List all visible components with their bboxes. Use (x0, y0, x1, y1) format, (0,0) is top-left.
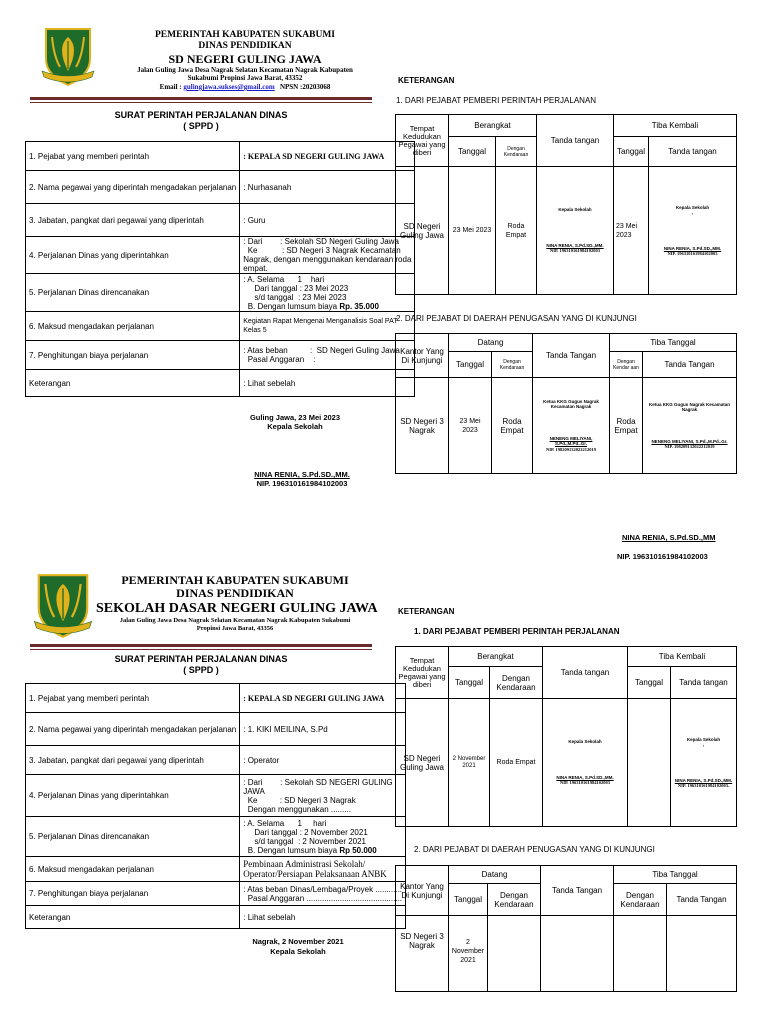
form-value: : Lihat sebelah (240, 906, 406, 929)
col-tanda-tangan: Tanda Tangan (533, 334, 610, 378)
cell-tanggal: 23 Mei 2023 (449, 167, 496, 295)
col-tanggal: Tanggal (449, 667, 490, 699)
form-label: 7. Penghitungan biaya perjalanan (26, 341, 240, 370)
header-rule (30, 97, 372, 100)
cell-tanggal-2 (628, 699, 671, 827)
cell-tanggal-2: 23 Mei 2023 (614, 167, 649, 295)
cell-signature (541, 916, 614, 992)
header-address: Jalan Guling Jawa Desa Nagrak Selatan Kecamatan Nagrak Kabupaten (137, 66, 353, 74)
header-department: DINAS PENDIDIKAN (176, 586, 294, 600)
cell-kendaraan-2: Roda Empat (610, 378, 643, 474)
form-label: 1. Pejabat yang memberi perintah (26, 142, 240, 171)
col-tempat: Tempat Kedudukan Pegawai yang diberi (396, 647, 449, 699)
header-rule-thin (30, 102, 372, 103)
form-label: 6. Maksud mengadakan perjalanan (26, 312, 240, 341)
regency-logo (32, 573, 94, 639)
cell-tempat: SD Negeri Guling Jawa (396, 699, 449, 827)
footer-signer-name: NINA RENIA, S.Pd.SD.,MM (622, 533, 716, 542)
col-tanda-tangan-2: Tanda tangan (671, 667, 737, 699)
cell-tanggal: 23 Mei 2023 (449, 378, 492, 474)
col-berangkat: Berangkat (449, 647, 543, 667)
regency-logo (40, 27, 96, 87)
header-address-2: Sukabumi Propinsi Jawa Barat, 43352 (187, 74, 303, 82)
header-school: SD NEGERI GULING JAWA (168, 52, 322, 66)
form-value: : KEPALA SD NEGERI GULING JAWA (240, 142, 415, 171)
col-datang: Datang (449, 334, 533, 352)
signer-title: Kepala Sekolah (267, 422, 323, 431)
departure-table (395, 114, 737, 295)
form-label: 4. Perjalanan Dinas yang diperintahkan (26, 237, 240, 274)
form-label: 4. Perjalanan Dinas yang diperintahkan (26, 775, 240, 817)
signer-name: NINA RENIA, S.Pd.SD.,MM. (254, 470, 350, 479)
header-government: PEMERINTAH KABUPATEN SUKABUMI (155, 30, 335, 40)
form-value: : Dari : Sekolah SD NEGERI GULING JAWA Ke : SD Negeri 3 Nagrak Dengan menggunakan ......... (240, 775, 406, 817)
col-tanggal: Tanggal (449, 884, 488, 916)
col-tanda-tangan-2: Tanda tangan (649, 137, 737, 167)
visit-table (395, 865, 737, 992)
form-label: 5. Perjalanan Dinas direncanakan (26, 274, 240, 312)
col-tanggal-2: Tanggal (628, 667, 671, 699)
header-rule-thin (30, 649, 372, 650)
form-label: 1. Pejabat yang memberi perintah (26, 684, 240, 713)
cell-kendaraan-2 (614, 916, 667, 992)
form-value: : 1. KIKI MEILINA, S.Pd (240, 713, 406, 746)
form-label: 6. Maksud mengadakan perjalanan (26, 857, 240, 882)
form-label: 3. Jabatan, pangkat dari pegawai yang diperintah (26, 746, 240, 775)
col-dengan-kendaraan: Dengan Kendaraan (490, 667, 543, 699)
form-value: : Guru (240, 204, 415, 237)
sppd-form-table (25, 141, 415, 397)
signer-title: Kepala Sekolah (270, 947, 326, 956)
cell-signature: Kepala Sekolah NINA RENIA, S.Pd.SD.,MM. NIP. 196310161984102003 (543, 699, 628, 827)
col-tanggal-2: Tanggal (614, 137, 649, 167)
cell-signature-2: Kepala Sekolah , NINA RENIA, S.Pd.SD.,MM. NIP. 196310161984102003. (671, 699, 737, 827)
col-kantor: Kantor Yang Di Kunjungi (396, 866, 449, 916)
col-tempat: Tempat Kedudukan Pegawai yang diberi (396, 115, 449, 167)
section-2-title: 2. DARI PEJABAT DI DAERAH PENUGASAN YANG DI KUNJUNGI (414, 845, 655, 854)
keterangan-heading: KETERANGAN (398, 76, 455, 85)
col-tanda-tangan-2: Tanda Tangan (643, 352, 737, 378)
col-dengan-kendaraan: Dengan Kendaraan (492, 352, 533, 378)
col-tanda-tangan: Tanda tangan (543, 647, 628, 699)
col-dengan-kendaraan-2: Dengan Kendaraan (614, 884, 667, 916)
header-rule (30, 644, 372, 647)
header-address: Jalan Guling Jawa Desa Nagrak Selatan Kecamatan Nagrak Kabupaten Sukabumi (119, 617, 351, 624)
keterangan-heading: KETERANGAN (398, 607, 455, 616)
col-kantor: Kantor Yang Di Kunjungi (396, 334, 449, 378)
cell-kantor: SD Negeri 3 Nagrak (396, 378, 449, 474)
col-datang: Datang (449, 866, 541, 884)
form-subtitle: ( SPPD ) (183, 121, 219, 131)
form-value: : Operator (240, 746, 406, 775)
col-dengan-kendaraan-2: Dengan Kendar aan (610, 352, 643, 378)
cell-kendaraan: Roda Empat (490, 699, 543, 827)
col-tiba-kembali: Tiba Kembali (628, 647, 737, 667)
form-subtitle: ( SPPD ) (183, 665, 219, 675)
form-value: : A. Selama 1 hari Dari tanggal : 23 Mei 2023 s/d tanggal : 23 Mei 2023 B. Dengan lumsum biaya Rp. 35.000 (240, 274, 415, 312)
signer-nip: NIP. 196310161984102003 (256, 479, 348, 488)
col-tiba-tanggal: Tiba Tanggal (610, 334, 737, 352)
cell-tanggal: 2 November 2021 (449, 916, 488, 992)
cell-tanggal: 2 November 2021 (449, 699, 490, 827)
header-government: PEMERINTAH KABUPATEN SUKABUMI (121, 573, 349, 587)
header-address-2: Propinsi Jawa Barat, 43356 (196, 625, 274, 632)
cell-kendaraan: Roda Empat (492, 378, 533, 474)
col-berangkat: Berangkat (449, 115, 537, 137)
form-label: 5. Perjalanan Dinas direncanakan (26, 817, 240, 857)
form-value: : Atas beban Dinas/Lembaga/Proyek ............ Pasal Anggaran ........................................... (240, 882, 406, 906)
section-1-title: 1. DARI PEJABAT PEMBERI PERINTAH PERJALANAN (414, 627, 620, 636)
form-label: Keterangan (26, 370, 240, 397)
col-dengan-kendaraan: Dengan Kendaraan (496, 137, 537, 167)
col-tanda-tangan-2: Tanda Tangan (667, 884, 737, 916)
form-label: 3. Jabatan, pangkat dari pegawai yang diperintah (26, 204, 240, 237)
form-label: Keterangan (26, 906, 240, 929)
col-tiba-tanggal: Tiba Tanggal (614, 866, 737, 884)
section-2-title: 2. DARI PEJABAT DI DAERAH PENUGASAN YANG DI KUNJUNGI (396, 314, 637, 323)
header-school: SEKOLAH DASAR NEGERI GULING JAWA (96, 601, 378, 616)
form-value: : Lihat sebelah (240, 370, 415, 397)
col-tanggal: Tanggal (449, 137, 496, 167)
form-value: : Dari : Sekolah SD Negeri Guling Jawa Ke : SD Negeri 3 Nagrak Kecamatan Nagrak, dengan menggunakan kendaraan roda empat. (240, 237, 415, 274)
cell-signature: Ketua KKG Gugus Nagrak Kecamatan Nagrak NENENG MELIYANI, S.Pd.,M.Pd..Gr. NIP. 198209132022212019 (533, 378, 610, 474)
cell-signature-2: Kepala Sekolah , NINA RENIA, S.Pd.SD.,MM. NIP. 196310161984102003 (649, 167, 737, 295)
form-title: SURAT PERINTAH PERJALANAN DINAS (114, 654, 288, 664)
form-label: 2. Nama pegawai yang diperintah mengadakan perjalanan (26, 713, 240, 746)
cell-tempat: SD Negeri Guling Jawa (396, 167, 449, 295)
sppd-form-table (25, 683, 406, 929)
form-title: SURAT PERINTAH PERJALANAN DINAS (114, 110, 288, 120)
form-value: : KEPALA SD NEGERI GULING JAWA (240, 684, 406, 713)
cell-signature-2 (667, 916, 737, 992)
col-tiba-kembali: Tiba Kembali (614, 115, 737, 137)
cell-signature: Kepala Sekolah NINA RENIA, S.Pd.SD.,MM. NIP. 196310161984102003 (537, 167, 614, 295)
npsn: NPSN :20203068 (279, 83, 331, 91)
visit-table (395, 333, 737, 474)
form-value: Pembinaan Administrasi Sekolah/ Operator/Persiapan Pelaksanaan ANBK (240, 857, 406, 882)
cell-signature-2: Ketua KKG Gugus Nagrak Kecamatan Nagrak NENENG MELIYANI, S.Pd.,M.Pd..Gr. NIP. 198209132022212019 (643, 378, 737, 474)
form-value: Kegiatan Rapat Mengenai Menganalisis Soal PAT Kelas 5 (240, 312, 415, 341)
col-tanggal: Tanggal (449, 352, 492, 378)
col-dengan-kendaraan: Dengan Kendaraan (488, 884, 541, 916)
email-label: Email : (159, 83, 182, 91)
col-tanda-tangan: Tanda Tangan (541, 866, 614, 916)
place-date: Nagrak, 2 November 2021 (252, 937, 344, 946)
footer-signer-nip: NIP. 196310161984102003 (617, 552, 708, 561)
cell-kantor: SD Negeri 3 Nagrak (396, 916, 449, 992)
cell-kendaraan: Roda Empat (496, 167, 537, 295)
email-link[interactable]: gulingjawa.sukses@gmail.com (183, 83, 275, 91)
form-label: 7. Penghitungan biaya perjalanan (26, 882, 240, 906)
form-value: : A. Selama 1 hari Dari tanggal : 2 November 2021 s/d tanggal : 2 November 2021 B. Dengan lumsum biaya Rp 50.000 (240, 817, 406, 857)
cell-kendaraan (488, 916, 541, 992)
departure-table (395, 646, 737, 827)
form-value: : Atas beban : SD Negeri Guling Jawa Pasal Anggaran : (240, 341, 415, 370)
col-tanda-tangan: Tanda tangan (537, 115, 614, 167)
section-1-title: 1. DARI PEJABAT PEMBERI PERINTAH PERJALANAN (396, 96, 597, 105)
form-label: 2. Nama pegawai yang diperintah mengadakan perjalanan (26, 171, 240, 204)
place-date: Guling Jawa, 23 Mei 2023 (249, 413, 341, 422)
header-department: DINAS PENDIDIKAN (198, 41, 292, 51)
form-value: : Nurhasanah (240, 171, 415, 204)
